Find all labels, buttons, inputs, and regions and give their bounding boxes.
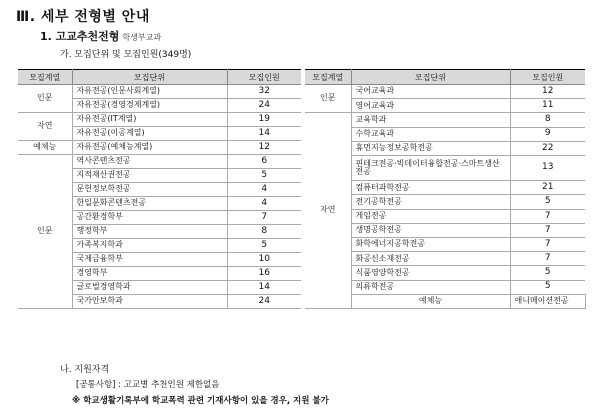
unit-cell: 화학에너지공학전공 (351, 238, 510, 252)
unit-cell: 지적재산권전공 (72, 169, 227, 183)
header-unit: 모집단위 (351, 70, 510, 85)
quota-table-right (305, 69, 585, 309)
category-cell: 인문 (305, 85, 351, 113)
count-cell: 5 (510, 280, 585, 294)
unit-cell: 공간환경학부 (72, 211, 227, 225)
header-count: 모집인원 (510, 70, 585, 85)
unit-cell: 의류학전공 (351, 280, 510, 294)
unit-cell: 애니메이션전공 (510, 294, 585, 308)
unit-cell: 경영학부 (72, 267, 227, 281)
category-cell: 자연 (305, 113, 351, 309)
count-cell: 5 (227, 239, 301, 253)
unit-cell: 국가안보학과 (72, 295, 227, 309)
count-cell: 13 (510, 155, 585, 180)
table-row (305, 113, 585, 127)
unit-cell: 가족복지학과 (72, 239, 227, 253)
count-cell: 14 (227, 127, 301, 141)
unit-cell: 생명공학전공 (351, 223, 510, 237)
subsection-title (40, 28, 161, 44)
unit-cell: 글로벌경영학과 (72, 281, 227, 295)
header-count: 모집인원 (227, 70, 301, 85)
count-cell: 14 (227, 281, 301, 295)
count-cell: 4 (227, 183, 301, 197)
category-cell: 예체능 (351, 294, 510, 308)
count-cell: 7 (510, 252, 585, 266)
unit-cell: 휴먼지능정보공학전공 (351, 141, 510, 155)
section-title: Ⅲ. 세부 전형별 안내 (16, 9, 150, 25)
category-cell: 자연 (18, 113, 72, 141)
count-cell: 5 (510, 266, 585, 280)
unit-cell: 자유전공(경영경제계열) (72, 99, 227, 113)
subsection-tag: 학생부교과 (122, 33, 162, 42)
header-category: 모집계열 (305, 70, 351, 85)
category-cell: 인문 (18, 155, 72, 309)
count-cell: 32 (227, 85, 301, 99)
count-cell: 5 (227, 169, 301, 183)
unit-cell: 게임전공 (351, 209, 510, 223)
quota-tables (18, 69, 585, 309)
count-cell: 11 (510, 99, 585, 113)
count-cell: 22 (510, 141, 585, 155)
unit-cell: 자유전공(이공계열) (72, 127, 227, 141)
count-cell: 8 (510, 113, 585, 127)
table-row (18, 85, 301, 99)
count-cell: 7 (227, 211, 301, 225)
category-cell: 예체능 (18, 141, 72, 155)
unit-cell: 행정학부 (72, 225, 227, 239)
unit-cell: 교육학과 (351, 113, 510, 127)
unit-cell: 수학교육과 (351, 127, 510, 141)
table-row (18, 141, 301, 155)
count-cell: 4 (227, 197, 301, 211)
count-cell: 16 (227, 267, 301, 281)
subsection-name: 1. 고교추천전형 (40, 30, 120, 43)
unit-cell: 영어교육과 (351, 99, 510, 113)
count-cell: 19 (227, 113, 301, 127)
category-cell: 인문 (18, 85, 72, 113)
count-cell: 6 (227, 155, 301, 169)
eligibility-common: [공통사항] : 고교별 추천인원 제한없음 (76, 380, 220, 390)
table-row (305, 85, 585, 99)
unit-cell: 자유전공(인문사회계열) (72, 85, 227, 99)
count-cell: 8 (227, 225, 301, 239)
unit-cell: 자유전공(예체능계열) (72, 141, 227, 155)
count-cell: 24 (227, 295, 301, 309)
count-cell: 12 (227, 141, 301, 155)
unit-cell: 화공신소재전공 (351, 252, 510, 266)
quota-table-left (18, 69, 301, 309)
count-cell: 12 (510, 85, 585, 99)
count-cell: 24 (227, 99, 301, 113)
count-cell: 10 (227, 253, 301, 267)
count-cell: 5 (510, 195, 585, 209)
unit-cell: 핀테크전공·빅데이터융합전공·스마트생산전공 (351, 155, 510, 180)
table-caption: 가. 모집단위 및 모집인원(349명) (60, 50, 192, 60)
header-category: 모집계열 (18, 70, 72, 85)
count-cell: 7 (510, 223, 585, 237)
table-header-row (18, 70, 301, 85)
eligibility-note: ※ 학교생활기록부에 학교폭력 관련 기재사항이 있을 경우, 지원 불가 (72, 396, 329, 406)
unit-cell: 문헌정보학전공 (72, 183, 227, 197)
count-cell: 7 (510, 209, 585, 223)
unit-cell: 자유전공(IT계열) (72, 113, 227, 127)
count-cell: 21 (510, 181, 585, 195)
unit-cell: 역사콘텐츠전공 (72, 155, 227, 169)
unit-cell: 식품영양학전공 (351, 266, 510, 280)
table-row (18, 155, 301, 169)
header-unit: 모집단위 (72, 70, 227, 85)
table-header-row (305, 70, 585, 85)
count-cell: 9 (510, 127, 585, 141)
unit-cell: 컴퓨터과학전공 (351, 181, 510, 195)
table-row (18, 113, 301, 127)
eligibility-title: 나. 지원자격 (60, 365, 110, 375)
unit-cell: 전기공학전공 (351, 195, 510, 209)
unit-cell: 한일문화콘텐츠전공 (72, 197, 227, 211)
unit-cell: 국어교육과 (351, 85, 510, 99)
count-cell: 7 (510, 238, 585, 252)
unit-cell: 국제금융학부 (72, 253, 227, 267)
